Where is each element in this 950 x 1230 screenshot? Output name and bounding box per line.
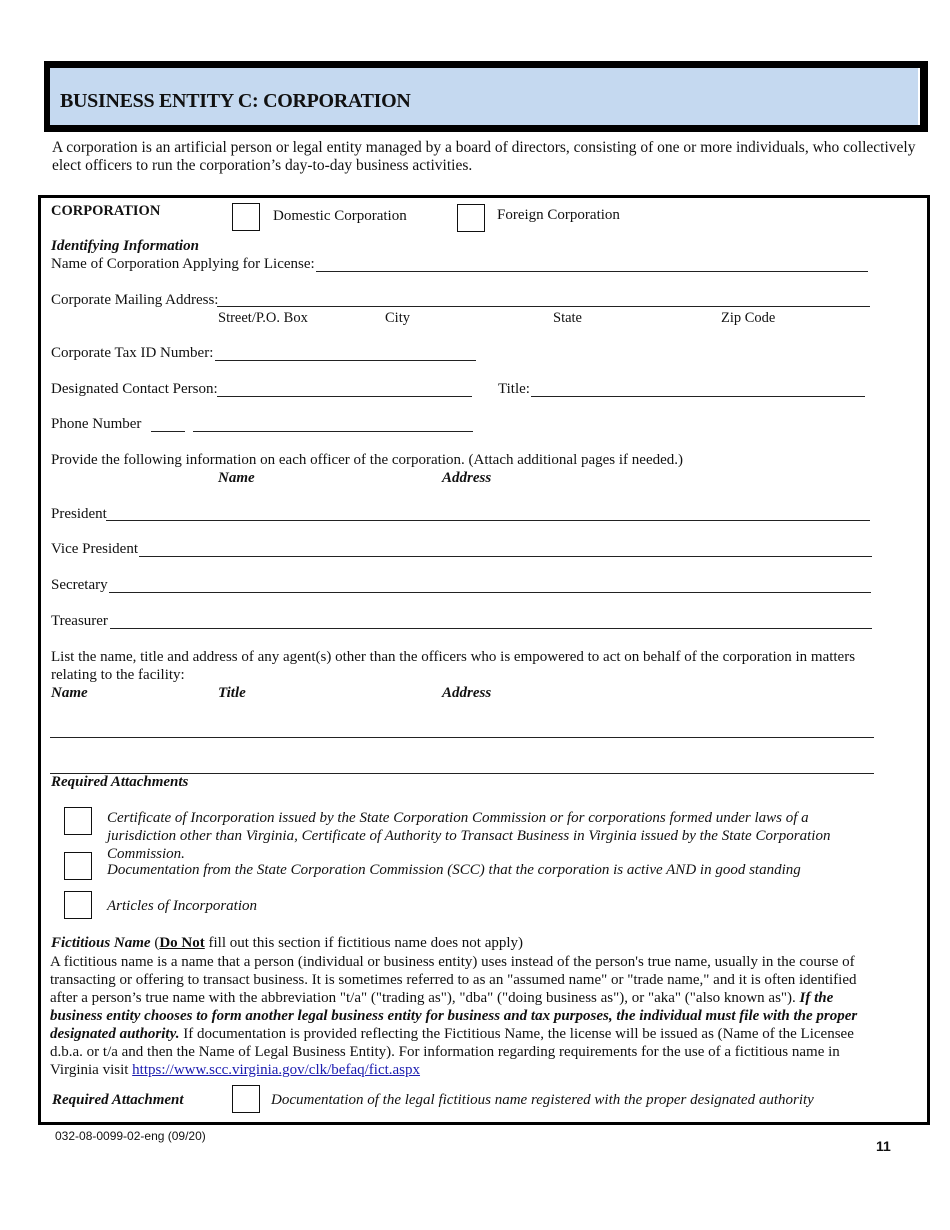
officers-name-column: Name — [218, 470, 255, 486]
officers-address-column: Address — [442, 470, 492, 486]
treasurer-label: Treasurer — [51, 613, 108, 629]
contact-title-label: Title: — [498, 381, 530, 397]
fictitious-name-heading: Fictitious Name — [51, 935, 151, 951]
identifying-info-heading: Identifying Information — [51, 238, 199, 254]
foreign-corporation-label: Foreign Corporation — [497, 207, 620, 223]
agents-name-column: Name — [51, 685, 88, 701]
city-sublabel: City — [385, 310, 410, 326]
mailing-address-field[interactable] — [217, 306, 870, 307]
required-attachments-heading: Required Attachments — [51, 774, 189, 790]
tax-id-label: Corporate Tax ID Number: — [51, 345, 214, 361]
zip-code-sublabel: Zip Code — [721, 310, 776, 326]
intro-text: A corporation is an artificial person or legal entity managed by a board of directors, consisting of one or more individuals, who collectively elect officers to run the corporation’s day-to-day business activities. — [52, 139, 916, 174]
fictitious-name-paragraph — [50, 953, 880, 1079]
articles-incorporation-checkbox[interactable] — [64, 891, 92, 919]
vice-president-label: Vice President — [51, 541, 138, 557]
page-title: BUSINESS ENTITY C: CORPORATION — [60, 90, 411, 112]
scc-fictitious-name-link[interactable]: https://www.scc.virginia.gov/clk/befaq/fict.aspx — [132, 1062, 421, 1078]
mailing-address-label: Corporate Mailing Address: — [51, 292, 219, 308]
contact-person-label: Designated Contact Person: — [51, 381, 218, 397]
required-attachment-label: Required Attachment — [52, 1092, 184, 1108]
corporation-name-label: Name of Corporation Applying for License: — [51, 256, 315, 272]
scc-good-standing-checkbox[interactable] — [64, 852, 92, 880]
certificate-incorporation-text: Certificate of Incorporation issued by the State Corporation Commission or for corporations formed under laws of a jurisdiction other than Virginia, Certificate of Authority to Transact Business in Virginia issued by the State Corporation Commission. — [107, 810, 831, 862]
state-sublabel: State — [553, 310, 582, 326]
agents-address-column: Address — [442, 685, 492, 701]
do-not-emphasis: Do Not — [159, 935, 205, 951]
contact-title-field[interactable] — [531, 396, 865, 397]
scc-good-standing-text: Documentation from the State Corporation Commission (SCC) that the corporation is active AND in good standing — [107, 862, 801, 878]
phone-area-code-field[interactable] — [151, 431, 185, 432]
page-number: 11 — [876, 1138, 891, 1154]
phone-number-field[interactable] — [193, 431, 473, 432]
domestic-corporation-checkbox[interactable] — [232, 203, 260, 231]
fictitious-text-bold: If the business entity chooses to form another legal business entity for business and tax purposes, the individual must file with the proper designated authority. — [50, 990, 858, 1042]
street-sublabel: Street/P.O. Box — [218, 310, 308, 326]
phone-number-label: Phone Number — [51, 416, 142, 432]
contact-person-field[interactable] — [217, 396, 472, 397]
fictitious-name-heading-line — [51, 935, 523, 952]
secretary-label: Secretary — [51, 577, 108, 593]
vice-president-field[interactable] — [139, 556, 872, 557]
corporation-heading: CORPORATION — [51, 203, 161, 219]
form-id: 032-08-0099-02-eng (09/20) — [55, 1129, 206, 1143]
foreign-corporation-checkbox[interactable] — [457, 204, 485, 232]
secretary-field[interactable] — [109, 592, 871, 593]
fictitious-paren-open: ( — [150, 935, 160, 951]
fictitious-name-doc-text: Documentation of the legal fictitious name registered with the proper designated authority — [271, 1092, 814, 1108]
president-label: President — [51, 506, 107, 522]
treasurer-field[interactable] — [110, 628, 872, 629]
fictitious-name-doc-checkbox[interactable] — [232, 1085, 260, 1113]
tax-id-field[interactable] — [215, 360, 476, 361]
articles-incorporation-text: Articles of Incorporation — [107, 898, 257, 914]
fictitious-text-1: A fictitious name is a name that a person (individual or business entity) uses instead of the person's true name, usually in the course of transacting or offering to transact business. It is sometimes referred to as an "assumed name" or "trade name," and it is often identified after a person’s true name with the abbreviation "t/a" ("trading as"), "dba" ("doing business as"), or "aka" ("also known as"). — [50, 954, 857, 1006]
fictitious-paren-rest: fill out this section if fictitious name does not apply) — [204, 935, 524, 951]
agents-title-column: Title — [218, 685, 246, 701]
corporation-name-field[interactable] — [316, 271, 868, 272]
agents-instruction: List the name, title and address of any agent(s) other than the officers who is empowered to act on behalf of the corporation in matters relating to the facility: — [51, 649, 856, 683]
officers-instruction: Provide the following information on each officer of the corporation. (Attach additional pages if needed.) — [51, 452, 684, 468]
domestic-corporation-label: Domestic Corporation — [273, 208, 407, 224]
fictitious-text-2: If documentation is provided reflecting the Fictitious Name, the license will be issued as (Name of the Licensee d.b.a. or t/a and then the Name of Legal Business Entity). For information regarding requirements for the use of a fictitious name in Virginia visit — [50, 1026, 854, 1078]
agent-field-1[interactable] — [50, 737, 874, 738]
president-field[interactable] — [106, 520, 870, 521]
certificate-incorporation-checkbox[interactable] — [64, 807, 92, 835]
